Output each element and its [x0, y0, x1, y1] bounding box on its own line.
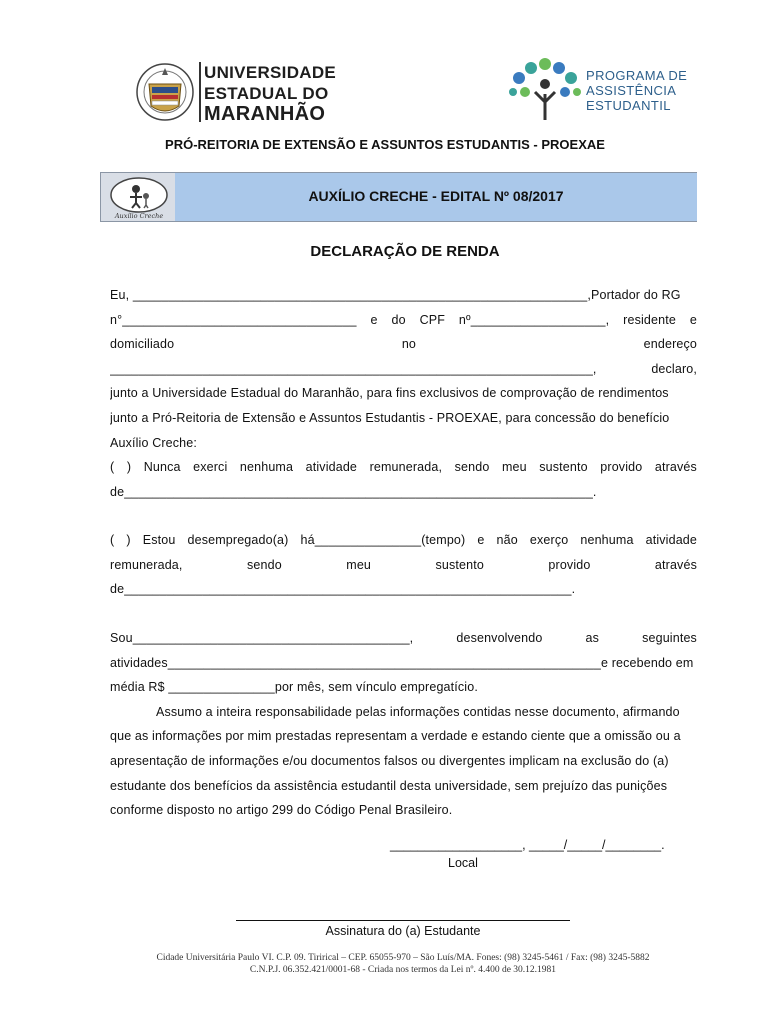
text-fragment: ) — [126, 460, 132, 475]
text-fragment: Estou — [142, 533, 176, 547]
text-fragment: e — [689, 312, 697, 327]
text-fragment: que as informações por mim prestadas representam a verdade e estando ciente que a omissão ou a — [110, 729, 681, 744]
text-fragment: desenvolvendo — [456, 631, 543, 645]
text-fragment: sustento — [539, 460, 588, 475]
program-name — [586, 68, 706, 113]
text-fragment: Sou_______________________________________, — [110, 631, 414, 645]
text-fragment: apresentação de informações e/ou documentos falsos ou divergentes implicam na exclusão do (a) — [110, 753, 669, 768]
text-fragment: atividade — [645, 533, 697, 547]
text-line — [110, 308, 697, 333]
program-name-line-3: ESTUDANTIL — [586, 98, 671, 113]
program-name-line-2: ASSISTÊNCIA — [586, 83, 677, 98]
text-line — [110, 798, 697, 823]
text-fragment: não — [496, 533, 518, 547]
text-line — [110, 700, 697, 725]
text-fragment: declaro, — [651, 361, 697, 376]
text-fragment: ) — [126, 533, 131, 547]
text-fragment: seguintes — [642, 631, 697, 645]
text-fragment: remunerada, — [369, 460, 443, 475]
text-fragment: ____________________________________________________________________, — [110, 361, 597, 376]
text-fragment: há_______________(tempo) — [300, 533, 466, 547]
text-fragment: média R$ _______________por mês, sem vínculo empregatício. — [110, 680, 478, 695]
signature-label: Assinatura do (a) Estudante — [325, 924, 481, 938]
text-fragment: de_______________________________________________________________. — [110, 582, 576, 597]
text-fragment: Eu, ________________________________________________________________,Portador do RG — [110, 288, 681, 302]
date-fill-line: ___________________, _____/_____/________. — [390, 838, 665, 852]
text-fragment: ( — [110, 460, 115, 475]
text-fragment: sustento — [435, 557, 484, 572]
text-fragment: atividades_____________________________________________________________e recebendo em — [110, 655, 694, 670]
text-fragment: meu — [501, 460, 527, 475]
text-fragment: as — [585, 631, 600, 645]
text-line — [110, 626, 697, 651]
text-fragment: Nunca — [143, 460, 181, 475]
university-name — [204, 62, 364, 125]
text-fragment: CPF — [419, 312, 446, 327]
text-line — [110, 431, 697, 456]
text-line — [110, 455, 697, 480]
text-line — [110, 651, 697, 676]
text-fragment: junto a Pró-Reitoria de Extensão e Assuntos Estudantis - PROEXAE, para concessão do benefício — [110, 410, 670, 425]
university-name-line-1: UNIVERSIDADE — [204, 63, 337, 82]
text-fragment: sendo — [454, 460, 490, 475]
text-fragment: através — [654, 460, 697, 475]
text-fragment: e — [370, 312, 378, 327]
text-line — [110, 480, 697, 505]
document-title: DECLARAÇÃO DE RENDA — [310, 243, 500, 260]
text-fragment: meu — [346, 557, 372, 572]
text-line — [110, 406, 697, 431]
text-fragment: junto a Universidade Estadual do Maranhão, para fins exclusivos de comprovação de rendimentos — [110, 386, 669, 401]
header-divider — [199, 62, 201, 122]
local-label: Local — [448, 856, 478, 870]
university-seal-logo — [135, 60, 195, 124]
edital-title: AUXÍLIO CRECHE - EDITAL Nº 08/2017 — [308, 188, 564, 204]
text-fragment: nenhuma — [239, 460, 294, 475]
footer-address: Cidade Universitária Paulo VI. C.P. 09. Tirirical – CEP. 65055-970 – São Luís/MA. Fones: (98) 3245-5461 / Fax: (98) 3245-5882 — [156, 953, 650, 963]
text-fragment: nº___________________, — [458, 312, 610, 327]
text-line — [110, 553, 697, 578]
text-line — [110, 774, 697, 799]
university-name-line-2: ESTADUAL DO — [204, 84, 329, 103]
footer-cnpj: C.N.P.J. 06.352.421/0001-68 - Criada nos termos da Lei nº. 4.400 de 30.12.1981 — [249, 965, 557, 975]
text-fragment: n°_________________________________ — [110, 312, 357, 327]
text-line — [110, 749, 697, 774]
text-line — [110, 724, 697, 749]
text-fragment: remunerada, — [110, 557, 183, 572]
declaration-paragraph-3 — [110, 626, 697, 823]
text-fragment: domiciliado — [110, 337, 175, 352]
signature-line — [236, 920, 570, 921]
text-fragment: através — [654, 557, 697, 572]
text-fragment: conforme disposto no artigo 299 do Código Penal Brasileiro. — [110, 803, 453, 818]
text-fragment: do — [391, 312, 406, 327]
text-line — [110, 381, 697, 406]
text-line — [110, 283, 697, 308]
text-line — [110, 332, 697, 357]
text-fragment: sendo — [246, 557, 282, 572]
text-fragment: Auxílio Creche: — [110, 435, 198, 450]
text-line — [110, 357, 697, 382]
text-fragment: nenhuma — [580, 533, 634, 547]
university-name-line-3: MARANHÃO — [204, 103, 326, 125]
text-fragment: exerci — [193, 460, 228, 475]
program-name-line-1: PROGRAMA DE — [586, 68, 688, 83]
text-fragment: desempregado(a) — [187, 533, 289, 547]
text-fragment: endereço — [643, 337, 697, 352]
declaration-paragraph-1 — [110, 283, 697, 504]
text-fragment: residente — [623, 312, 676, 327]
text-line — [110, 675, 697, 700]
text-line — [110, 577, 697, 602]
banner-logo-caption: Auxílio Creche — [114, 212, 164, 220]
text-fragment: e — [477, 533, 485, 547]
auxilio-creche-logo — [106, 176, 172, 220]
text-fragment: de__________________________________________________________________. — [110, 484, 597, 499]
proreitoria-heading: PRÓ-REITORIA DE EXTENSÃO E ASSUNTOS ESTUDANTIS - PROEXAE — [165, 137, 605, 152]
text-fragment: exerço — [529, 533, 569, 547]
text-fragment: atividade — [305, 460, 358, 475]
text-fragment: provido — [600, 460, 643, 475]
text-fragment: ( — [110, 533, 115, 547]
text-fragment: estudante dos benefícios da assistência estudantil desta universidade, sem prejuízo das punições — [110, 778, 668, 793]
program-tree-logo — [505, 58, 585, 122]
text-fragment: Assumo a inteira responsabilidade pelas informações contidas nesse documento, afirmando — [156, 704, 680, 719]
declaration-paragraph-2 — [110, 528, 697, 602]
text-line — [110, 528, 697, 553]
text-fragment: provido — [548, 557, 591, 572]
text-fragment: no — [401, 337, 417, 352]
